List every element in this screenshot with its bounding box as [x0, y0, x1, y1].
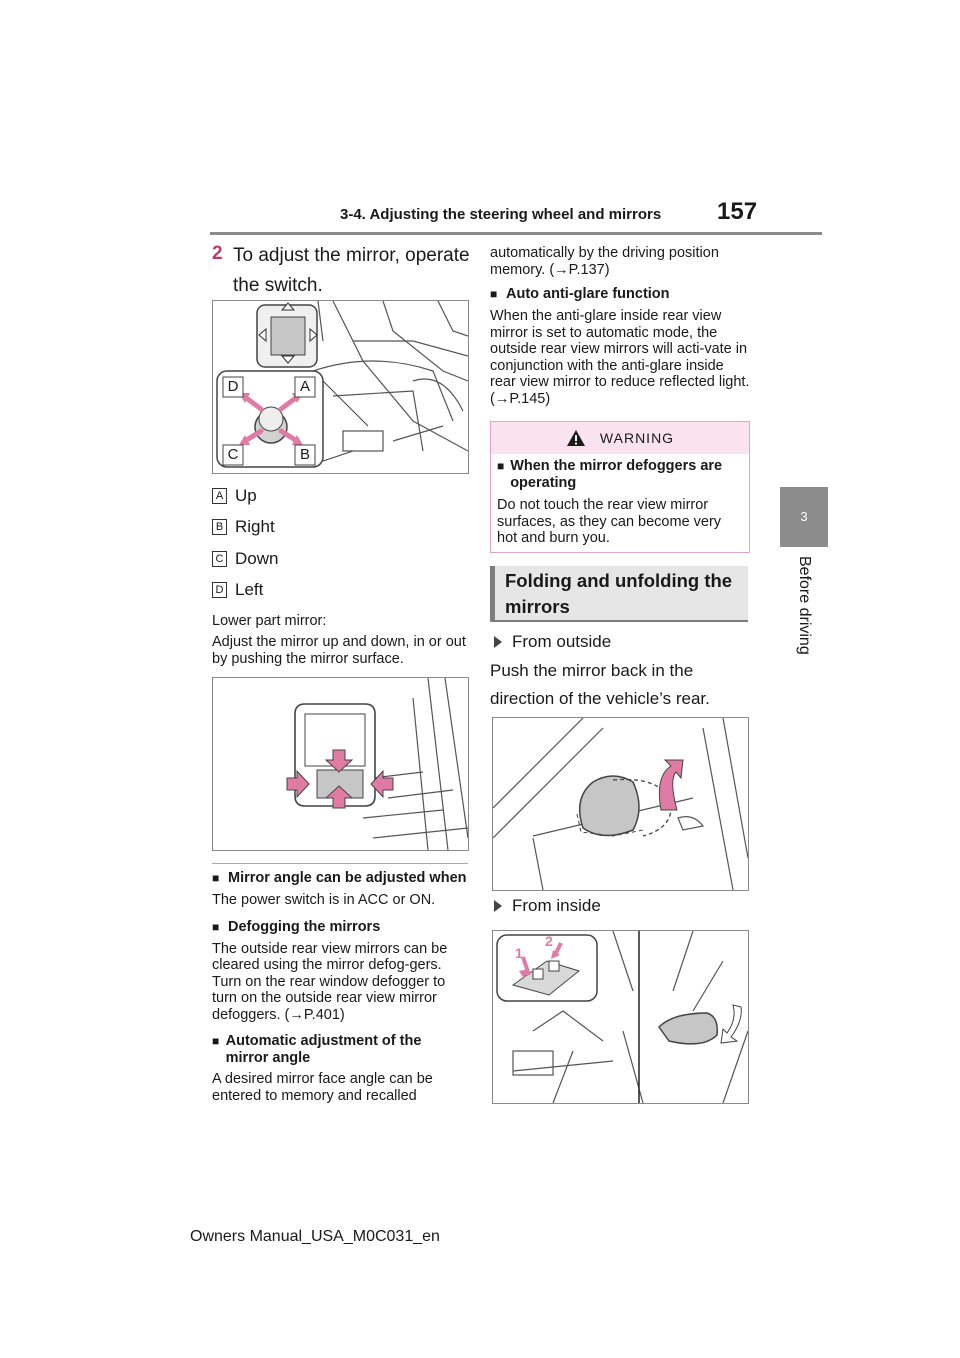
from-outside-item — [494, 632, 611, 652]
direction-label: Right — [235, 517, 275, 536]
direction-label: Down — [235, 549, 279, 568]
fold-outside-figure — [492, 717, 749, 891]
warning-icon — [566, 429, 586, 447]
step-number: 2 — [212, 243, 223, 264]
square-bullet-icon: ■ — [490, 287, 498, 301]
section-divider — [212, 863, 468, 864]
square-bullet-icon: ■ — [212, 919, 220, 934]
callout-b: B — [299, 446, 310, 463]
direction-letter: A — [212, 488, 227, 504]
direction-letter: D — [212, 582, 227, 598]
direction-down — [212, 549, 278, 569]
note-text: When the anti-glare inside rear view mirror is set to automatic mode, the outside rear view mirrors will acti-vate in conjunction with the anti-glare inside rear view mirror to reduce reflected light. (→P.145) — [490, 308, 750, 407]
lower-mirror-title: Lower part mirror: — [212, 613, 327, 629]
lower-mirror-figure — [212, 677, 469, 851]
from-outside-text: Push the mirror back in the direction of the vehicle’s rear. — [490, 661, 710, 708]
folding-heading: Folding and unfolding the mirrors — [490, 566, 748, 622]
direction-label: Up — [235, 486, 257, 505]
note-title-text: Mirror angle can be adjusted when — [228, 870, 467, 886]
note-title — [490, 286, 752, 303]
warning-text: Do not touch the rear view mirror surfaces, as they can become very hot and burn you. — [497, 497, 722, 546]
note-text: A desired mirror face angle can be entered to memory and recalled — [212, 1071, 433, 1104]
note-title-text: Auto anti-glare function — [506, 286, 670, 302]
warning-box — [490, 421, 750, 553]
chapter-tab: 3 — [780, 487, 828, 547]
direction-letter: C — [212, 551, 227, 567]
lower-mirror-text: Adjust the mirror up and down, in or out by pushing the mirror surface. — [212, 634, 466, 667]
direction-label: Left — [235, 580, 264, 599]
warning-header — [491, 422, 749, 454]
callout-c: C — [227, 446, 239, 463]
mirror-switch-figure — [212, 300, 469, 474]
fold-inside-figure — [492, 930, 749, 1104]
note-title — [212, 870, 468, 887]
callout-d: D — [227, 378, 239, 395]
callout-a: A — [299, 378, 310, 395]
callout-2: 2 — [545, 933, 553, 949]
direction-left — [212, 580, 263, 600]
warning-title — [497, 458, 743, 491]
note-title-text: Defogging the mirrors — [228, 918, 381, 935]
callout-1: 1 — [515, 945, 523, 961]
step-text: To adjust the mirror, operate the switch. — [233, 245, 470, 296]
square-bullet-icon: ■ — [212, 871, 220, 885]
warning-title-text: When the mirror defoggers are operating — [510, 458, 723, 491]
warning-header-text: WARNING — [599, 430, 675, 446]
note-text: The power switch is in ACC or ON. — [212, 892, 436, 908]
chapter-label: Before driving — [796, 556, 813, 655]
direction-up — [212, 486, 257, 506]
square-bullet-icon: ■ — [212, 1034, 220, 1048]
footer-text: Owners Manual_USA_M0C031_en — [190, 1228, 440, 1245]
square-bullet-icon: ■ — [497, 459, 505, 473]
from-inside-item — [494, 896, 601, 916]
note-title — [212, 1033, 468, 1066]
note-title — [212, 919, 468, 936]
direction-letter: B — [212, 519, 227, 535]
from-outside-label: From outside — [512, 632, 612, 651]
header-rule — [210, 232, 822, 235]
note-text: The outside rear view mirrors can be cleared using the mirror defog-gers. Turn on the rear window defogger to turn on the outside rear view mirror defoggers. (→P.401) — [212, 940, 448, 1023]
section-title: 3-4. Adjusting the steering wheel and mirrors — [340, 206, 662, 223]
auto-glare-block — [490, 286, 752, 407]
notes-block — [212, 870, 468, 1104]
from-inside-label: From inside — [512, 896, 601, 915]
triangle-bullet-icon — [494, 636, 502, 648]
page-number: 157 — [717, 198, 758, 225]
direction-right — [212, 517, 275, 537]
triangle-bullet-icon — [494, 900, 502, 912]
note-continued: automatically by the driving position memory. (→P.137) — [490, 245, 719, 278]
note-title-text: Automatic adjustment of the mirror angle — [225, 1033, 422, 1066]
